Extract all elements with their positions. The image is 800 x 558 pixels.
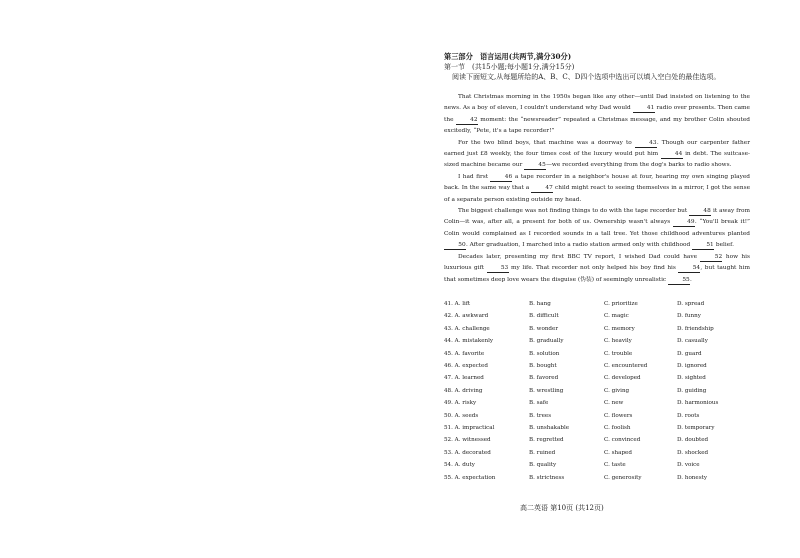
passage-text: it away from Colin—it was, after all, a present for both of us. Ownership wasn't always (444, 208, 750, 226)
option-row (444, 459, 750, 471)
passage-text: . After graduation, I marched into a radio station armed only with childhood (466, 242, 693, 249)
option-a: 43. A. challenge (444, 325, 490, 332)
option-a: 46. A. expected (444, 362, 488, 369)
option-c: C. developed (604, 375, 641, 382)
passage-text: The biggest challenge was not finding things to do with the tape recorder but (458, 208, 690, 215)
option-row (444, 385, 750, 397)
option-b: B. trees (529, 412, 552, 419)
option-d: D. roots (677, 412, 700, 419)
option-d: D. guiding (677, 387, 707, 394)
blank-51: 51 (692, 241, 714, 250)
blank-53: 53 (487, 264, 509, 273)
passage-text: That Christmas morning in the 1950s began like any other—until Dad insisted on listening to the news. As a boy of eleven, I couldn't understand why Dad would (444, 94, 750, 112)
option-b: B. strictness (529, 474, 565, 481)
option-c: C. magic (604, 313, 629, 320)
blank-46: 46 (490, 173, 512, 182)
blank-45: 45 (524, 161, 546, 170)
option-d: D. guard (677, 350, 702, 357)
option-b: B. bought (529, 362, 557, 369)
option-b: B. regretted (529, 437, 564, 444)
blank-42: 42 (456, 116, 478, 125)
option-a: 54. A. duty (444, 462, 475, 469)
option-row (444, 335, 750, 347)
option-a: 44. A. mistakenly (444, 338, 494, 345)
option-row (444, 472, 750, 484)
option-c: C. flowers (604, 412, 633, 419)
blank-52: 52 (700, 253, 722, 262)
option-b: B. unshakable (529, 424, 570, 431)
option-d: D. casually (677, 338, 708, 345)
option-row (444, 397, 750, 409)
option-d: D. doubted (677, 437, 709, 444)
blank-48: 48 (689, 207, 711, 216)
passage-text: radio over presents. Then came the (444, 105, 750, 123)
option-row (444, 422, 750, 434)
option-a: 50. A. seeds (444, 412, 479, 419)
option-b: B. wrestling (529, 387, 564, 394)
option-a: 55. A. expectation (444, 474, 496, 481)
blank-49: 49 (673, 218, 695, 227)
option-row (444, 447, 750, 459)
passage-text: child might react to seeing themselves in a mirror, I got the sense of a separate person existing outside my head. (444, 185, 751, 203)
option-b: B. hang (529, 300, 551, 307)
option-b: B. difficult (529, 313, 559, 320)
option-a: 45. A. favorite (444, 350, 485, 357)
answer-options (444, 298, 750, 484)
option-d: D. honesty (677, 474, 708, 481)
option-c: C. encountered (604, 362, 648, 369)
option-c: C. prioritize (604, 300, 638, 307)
option-d: D. harmonious (677, 400, 719, 407)
option-row (444, 310, 750, 322)
option-c: C. memory (604, 325, 635, 332)
option-c: C. trouble (604, 350, 633, 357)
option-b: B. solution (529, 350, 560, 357)
option-b: B. safe (529, 400, 549, 407)
option-a: 53. A. decorated (444, 449, 491, 456)
passage-paragraph (444, 172, 750, 206)
blank-43: 43 (635, 139, 657, 148)
passage-text: moment: the “newsreader” repeated a Christmas message, and my brother Colin shouted excitedly, “Pete, it's a tape recorder!” (444, 116, 750, 135)
option-c: C. generosity (604, 474, 642, 481)
passage-text: , but taught him that sometimes deep love wears the disguise (伪装) of seemingly unrealistic (444, 265, 750, 283)
option-a: 47. A. learned (444, 375, 484, 382)
option-a: 42. A. awkward (444, 313, 489, 320)
passage-text: . “You'll break it!” Colin would complained as I recorded sounds in a tall tree. Yet those childhood adventures planted (444, 219, 750, 237)
option-row (444, 360, 750, 372)
passage-paragraph (444, 138, 750, 172)
option-d: D. sighted (677, 375, 706, 382)
passage-text: a tape recorder in a neighbor's house at four, hearing my own singing played back. In the same way that a (444, 173, 750, 192)
option-b: B. quality (529, 462, 557, 469)
blank-44: 44 (661, 150, 683, 159)
option-b: B. wonder (529, 325, 558, 332)
option-a: 49. A. risky (444, 400, 477, 407)
option-row (444, 372, 750, 384)
passage-paragraph (444, 92, 750, 138)
cloze-passage (444, 92, 750, 286)
option-d: D. temporary (677, 424, 715, 431)
passage-text: . Though our carpenter father earned just £8 weekly, the four times cost of the luxury would put him (444, 139, 750, 158)
blank-54: 54 (678, 264, 700, 273)
option-c: C. taste (604, 462, 626, 469)
blank-41: 41 (633, 104, 655, 113)
option-c: C. convinced (604, 437, 641, 444)
passage-text: . (690, 276, 692, 283)
option-c: C. giving (604, 387, 630, 394)
option-a: 52. A. witnessed (444, 437, 491, 444)
option-c: C. foolish (604, 424, 631, 431)
passage-text: my life. That recorder not only helped his boy find his (508, 265, 679, 272)
passage-text: I had first (458, 173, 491, 180)
page-footer: 高二英语 第10页 (共12页) (520, 504, 604, 512)
option-a: 51. A. impractical (444, 424, 495, 431)
option-d: D. shocked (677, 449, 709, 456)
blank-55: 55 (668, 276, 690, 285)
option-c: C. shaped (604, 449, 632, 456)
option-b: B. gradually (529, 338, 564, 345)
passage-text: how his luxurious gift (444, 253, 750, 272)
passage-text: Decades later, presenting my first BBC TV report, I wished Dad could have (458, 253, 701, 260)
option-d: D. funny (677, 313, 701, 320)
passage-paragraph (444, 206, 750, 252)
option-c: C. new (604, 400, 624, 407)
passage-text: —we recorded everything from the dog's barks to radio shows. (546, 162, 732, 169)
option-d: D. spread (677, 300, 705, 307)
passage-text: belief. (714, 242, 734, 249)
option-d: D. ignored (677, 362, 707, 369)
passage-text: in debt. The suitcase-sized machine became our (444, 151, 750, 169)
exam-page (444, 52, 750, 484)
part-heading: 第三部分 语言运用(共两节,满分30分) (444, 52, 572, 61)
option-row (444, 323, 750, 335)
option-b: B. favored (529, 375, 559, 382)
blank-47: 47 (531, 184, 553, 193)
option-d: D. friendship (677, 325, 714, 332)
option-a: 48. A. driving (444, 387, 483, 394)
option-b: B. ruined (529, 449, 556, 456)
section-heading: 第一节 (共15小题;每小题1分,满分15分) (444, 63, 575, 71)
option-row (444, 348, 750, 360)
blank-50: 50 (444, 241, 466, 250)
option-row (444, 298, 750, 310)
option-row (444, 410, 750, 422)
option-row (444, 434, 750, 446)
passage-paragraph (444, 252, 750, 286)
option-d: D. voice (677, 462, 700, 469)
option-a: 41. A. lift (444, 300, 471, 307)
instruction-text: 阅读下面短文,从每题所给的A、B、C、D四个选项中选出可以填入空白处的最佳选项。 (452, 73, 721, 81)
option-c: C. heavily (604, 338, 632, 345)
passage-text: For the two blind boys, that machine was a doorway to (458, 139, 635, 146)
